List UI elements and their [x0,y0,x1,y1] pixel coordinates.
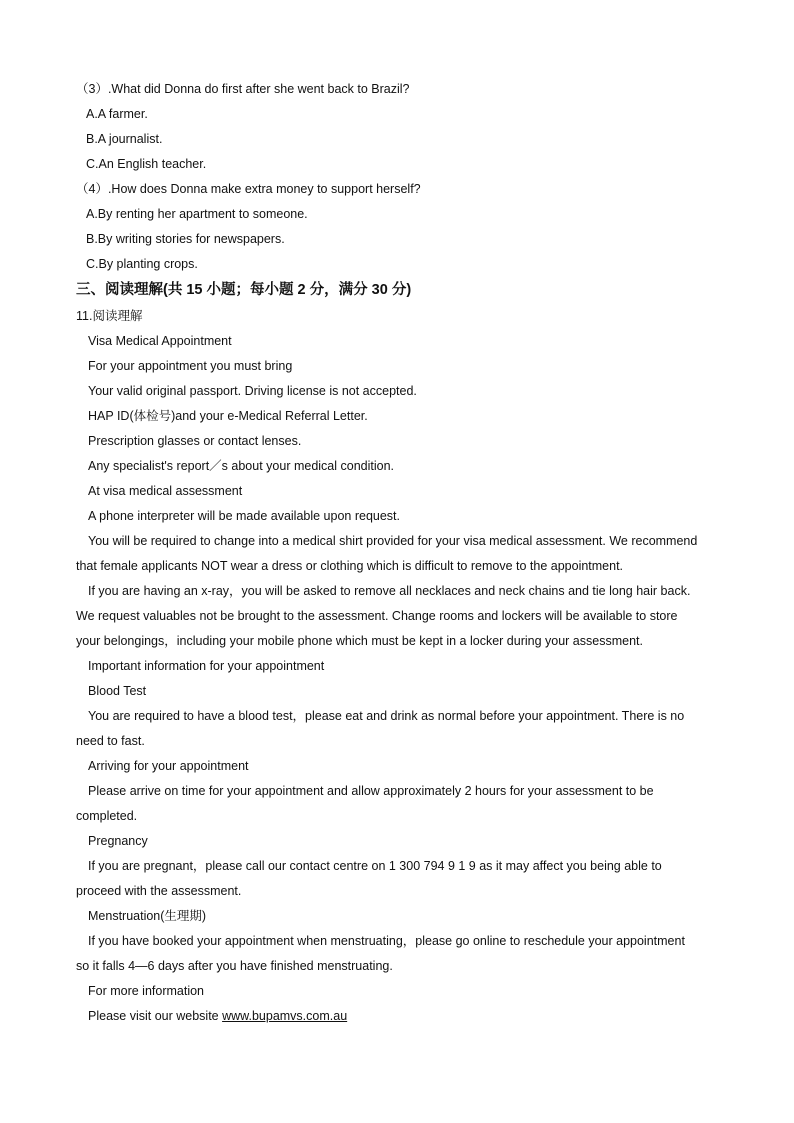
document-page [76,77,726,1029]
menstruation-heading: Menstruation(生理期) [88,909,207,923]
interpreter-line: A phone interpreter will be made available upon request. [88,509,401,523]
more-info-heading: For more information [88,984,205,998]
question-3-option-c: C.An English teacher. [86,157,207,171]
arriving-line: completed. [76,809,138,823]
pregnancy-line: If you are pregnant，please call our contact centre on 1 300 794 9 1 9 as it may affect you being able to [88,859,662,873]
question-3-option-a: A.A farmer. [86,107,148,121]
shirt-paragraph-line: You will be required to change into a medical shirt provided for your visa medical assessment. We recommend [88,534,698,548]
arriving-heading: Arriving for your appointment [88,759,249,773]
item-label: 11.阅读理解 [76,309,143,323]
blood-test-line: You are required to have a blood test，please eat and drink as normal before your appointment. There is no [88,709,685,723]
pregnancy-line: proceed with the assessment. [76,884,242,898]
bring-item: HAP ID(体检号)and your e-Medical Referral Letter. [88,409,368,423]
bring-item: Any specialist's report／s about your medical condition. [88,459,395,473]
passage-title: Visa Medical Appointment [88,334,232,348]
section-heading: 三、阅读理解(共 15 小题；每小题 2 分，满分 30 分) [76,282,412,298]
question-3: （3）.What did Donna do first after she went back to Brazil? [76,82,410,96]
bring-item: Prescription glasses or contact lenses. [88,434,302,448]
website-prefix: Please visit our website [88,1009,223,1023]
shirt-paragraph-line: that female applicants NOT wear a dress or clothing which is difficult to remove to the appointment. [76,559,624,573]
important-heading: Important information for your appointment [88,659,325,673]
xray-paragraph-line: your belongings，including your mobile phone which must be kept in a locker during your assessment. [76,634,643,648]
pregnancy-heading: Pregnancy [88,834,148,848]
website-line [76,1004,726,1029]
xray-paragraph-line: If you are having an x-ray，you will be asked to remove all necklaces and neck chains and tie long hair back. [88,584,691,598]
question-4: （4）.How does Donna make extra money to support herself? [76,182,421,196]
question-3-option-b: B.A journalist. [86,132,163,146]
question-4-option-a: A.By renting her apartment to someone. [86,207,308,221]
blood-test-line: need to fast. [76,734,145,748]
assessment-heading: At visa medical assessment [88,484,243,498]
bring-heading: For your appointment you must bring [88,359,293,373]
website-link[interactable]: www.bupamvs.com.au [222,1009,348,1023]
menstruation-line: If you have booked your appointment when menstruating，please go online to reschedule your appointment [88,934,685,948]
bring-item: Your valid original passport. Driving license is not accepted. [88,384,417,398]
question-4-option-b: B.By writing stories for newspapers. [86,232,285,246]
question-4-option-c: C.By planting crops. [86,257,198,271]
xray-paragraph-line: We request valuables not be brought to the assessment. Change rooms and lockers will be available to store [76,609,678,623]
arriving-line: Please arrive on time for your appointment and allow approximately 2 hours for your assessment to be [88,784,654,798]
menstruation-line: so it falls 4—6 days after you have finished menstruating. [76,959,393,973]
blood-test-heading: Blood Test [88,684,147,698]
